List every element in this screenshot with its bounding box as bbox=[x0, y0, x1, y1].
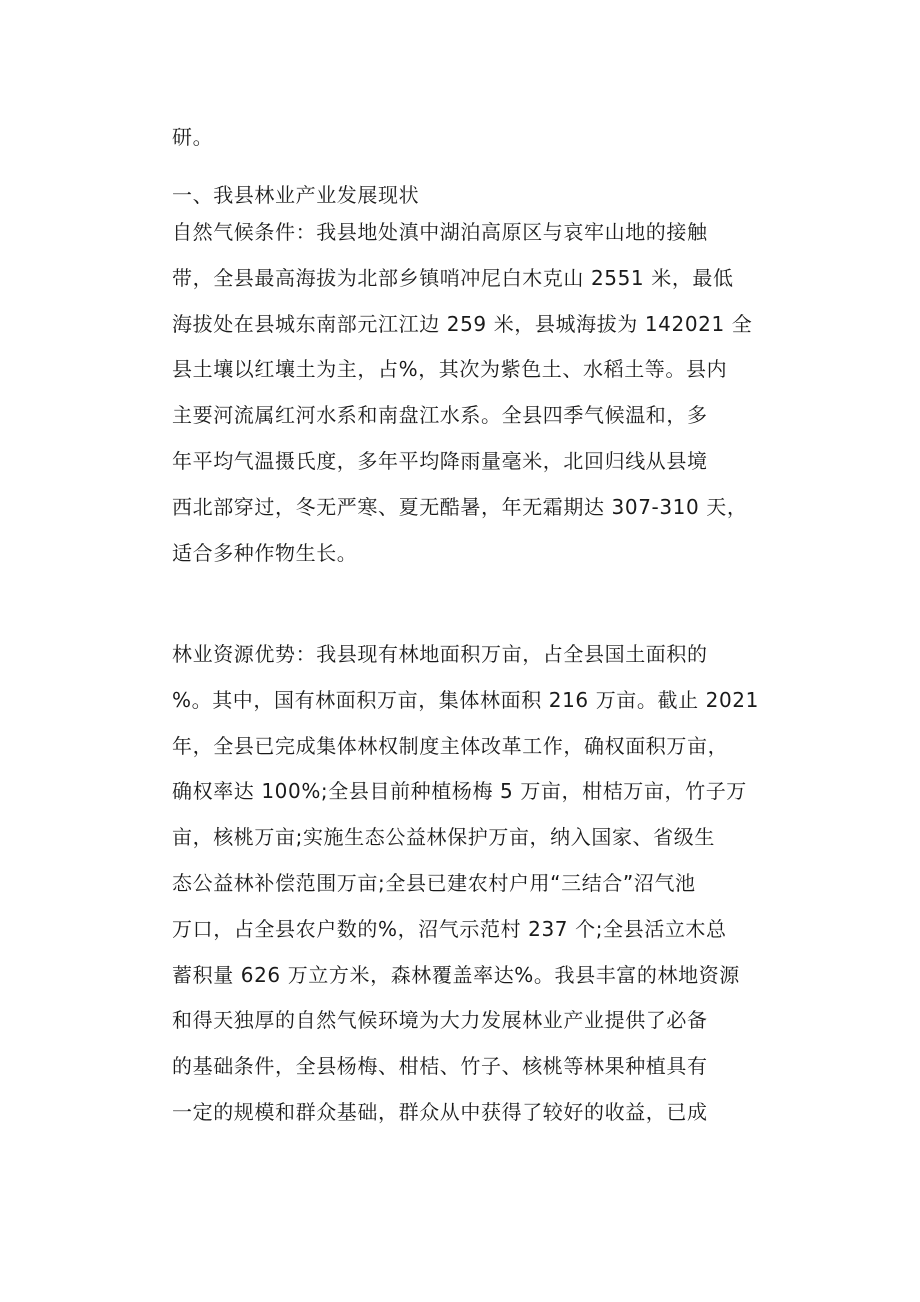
section-heading: 一、我县林业产业发展现状 bbox=[172, 183, 420, 207]
paragraph-line: 适合多种作物生长。 bbox=[172, 540, 358, 565]
paragraph-forestry-resources bbox=[172, 632, 759, 1136]
paragraph-line: 年，全县已完成集体林权制度主体改革工作，确权面积万亩， bbox=[172, 733, 729, 758]
paragraph-line: 的基础条件，全县杨梅、柑桔、竹子、核桃等林果种植具有 bbox=[172, 1054, 708, 1079]
intro-fragment-block bbox=[172, 115, 752, 161]
paragraph-line: 和得天独厚的自然气候环境为大力发展林业产业提供了必备 bbox=[172, 1008, 708, 1033]
paragraph-line: 带，全县最高海拔为北部乡镇哨冲尼白木克山 2551 米，最低 bbox=[172, 265, 734, 290]
paragraph-line: 万口，占全县农户数的%，沼气示范村 237 个;全县活立木总 bbox=[172, 916, 727, 941]
paragraph-line: 年平均气温摄氏度，多年平均降雨量毫米，北回归线从县境 bbox=[172, 448, 708, 473]
paragraph-line: 海拔处在县城东南部元江江边 259 米，县城海拔为 142021 全 bbox=[172, 311, 753, 336]
paragraph-line: 蓄积量 626 万立方米，森林覆盖率达%。我县丰富的林地资源 bbox=[172, 962, 740, 987]
paragraph-line: 态公益林补偿范围万亩;全县已建农村户用“三结合”沼气池 bbox=[172, 870, 696, 895]
paragraph-line: 一定的规模和群众基础，群众从中获得了较好的收益，已成 bbox=[172, 1099, 708, 1124]
paragraph-line: %。其中，国有林面积万亩，集体林面积 216 万亩。截止 2021 bbox=[172, 687, 759, 712]
paragraph-line: 县土壤以红壤土为主，占%，其次为紫色土、水稻土等。县内 bbox=[172, 357, 728, 382]
paragraph-line: 自然气候条件：我县地处滇中湖泊高原区与哀牢山地的接触 bbox=[172, 220, 708, 244]
paragraph-line: 西北部穿过，冬无严寒、夏无酷暑，年无霜期达 307-310 天， bbox=[172, 494, 748, 519]
intro-fragment: 研。 bbox=[172, 125, 214, 149]
paragraph-line: 主要河流属红河水系和南盘江水系。全县四季气候温和，多 bbox=[172, 403, 708, 428]
paragraph-line: 亩，核桃万亩;实施生态公益林保护万亩，纳入国家、省级生 bbox=[172, 825, 715, 850]
paragraph-line: 林业资源优势：我县现有林地面积万亩，占全县国土面积的 bbox=[172, 642, 708, 666]
paragraph-line: 确权率达 100%;全县目前种植杨梅 5 万亩，柑桔万亩，竹子万 bbox=[172, 779, 747, 804]
paragraph-natural-climate bbox=[172, 210, 752, 576]
